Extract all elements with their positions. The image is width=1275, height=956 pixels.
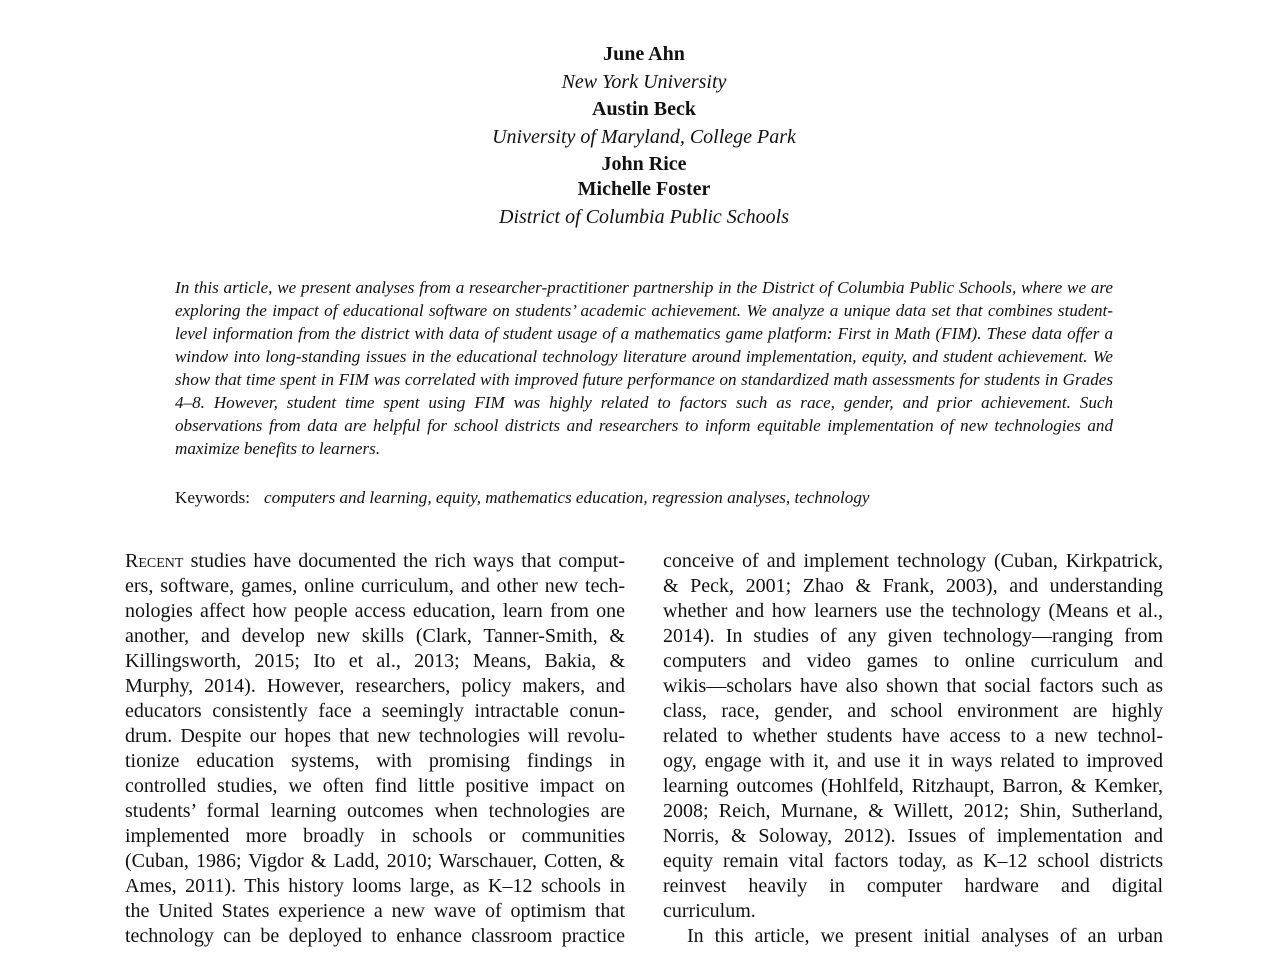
- opening-word: Recent: [125, 550, 184, 572]
- author-name-ahn: June Ahn: [603, 43, 685, 65]
- body-line: nologies affect how people access education, learn from one: [125, 600, 625, 622]
- body-line: conceive of and implement technology (Cuban, Kirkpatrick,: [663, 550, 1163, 572]
- body-column-left: [125, 549, 625, 949]
- affiliation-umd: University of Maryland, College Park: [492, 126, 796, 148]
- keywords-value: computers and learning, equity, mathematics education, regression analyses, technology: [264, 488, 870, 507]
- body-line: Recent studies have documented the rich ways that comput-: [125, 550, 625, 572]
- body-line: 2008; Reich, Murnane, & Willett, 2012; Shin, Sutherland,: [663, 800, 1163, 822]
- body-line: learning outcomes (Hohlfeld, Ritzhaupt, Barron, & Kemker,: [663, 775, 1163, 797]
- body-line: class, race, gender, and school environment are highly: [663, 700, 1163, 722]
- body-line: whether and how learners use the technology (Means et al.,: [663, 600, 1163, 622]
- body-line: another, and develop new skills (Clark, Tanner-Smith, &: [125, 625, 625, 647]
- author-block: [0, 42, 1275, 232]
- body-line: the United States experience a new wave of optimism that: [125, 900, 625, 922]
- body-line: curriculum.: [663, 900, 756, 922]
- body-line: ers, software, games, online curriculum, and other new tech-: [125, 575, 625, 597]
- body-line: Norris, & Soloway, 2012). Issues of implementation and: [663, 825, 1163, 847]
- author-name-foster: Michelle Foster: [577, 178, 711, 200]
- body-line: Murphy, 2014). However, researchers, policy makers, and: [125, 675, 625, 697]
- body-line: related to whether students have access to a new technol-: [663, 725, 1163, 747]
- body-line: reinvest heavily in computer hardware and digital: [663, 875, 1163, 897]
- affiliation-nyu: New York University: [561, 71, 727, 93]
- body-line: tionize education systems, with promising findings in: [125, 750, 625, 772]
- body-line: students’ formal learning outcomes when technologies are: [125, 800, 625, 822]
- affiliation-dcps: District of Columbia Public Schools: [499, 206, 789, 228]
- keywords-line: [175, 486, 1115, 509]
- keywords-label: Keywords:: [175, 488, 251, 507]
- body-line: Ames, 2011). This history looms large, as K–12 schools in: [125, 875, 625, 897]
- body-column-right: [663, 549, 1163, 949]
- body-line: Killingsworth, 2015; Ito et al., 2013; Means, Bakia, &: [125, 650, 625, 672]
- body-line: implemented more broadly in schools or communities: [125, 825, 625, 847]
- body-line: ogy, engage with it, and use it in ways related to improved: [663, 750, 1163, 772]
- body-line: equity remain vital factors today, as K–12 school districts: [663, 850, 1163, 872]
- abstract: In this article, we present analyses from a researcher-practitioner partnership in the District of Columbia Public Schools, where we are exploring the impact of educational software on students’ academic achievement. We analyze a unique data set that combines student-level information from the district with data of student usage of a mathematics game platform: First in Math (FIM). These data offer a window into long-standing issues in the educational technology literature around implementation, equity, and student achievement. We show that time spent in FIM was correlated with improved future performance on standardized math assessments for students in Grades 4–8. However, student time spent using FIM was highly related to factors such as race, gender, and prior achievement. Such observations from data are helpful for school districts and researchers to inform equitable implementation of new technologies and maximize benefits to learners.: [175, 278, 1113, 458]
- body-line: wikis—scholars have also shown that social factors such as: [663, 675, 1163, 697]
- author-name-beck: Austin Beck: [592, 98, 696, 120]
- body-line: drum. Despite our hopes that new technologies will revolu-: [125, 725, 625, 747]
- body-line: educators consistently face a seemingly intractable conun-: [125, 700, 625, 722]
- author-name-rice: John Rice: [601, 153, 687, 175]
- body-line: controlled studies, we often find little positive impact on: [125, 775, 625, 797]
- body-line: computers and video games to online curriculum and: [663, 650, 1163, 672]
- body-line: 2014). In studies of any given technology—ranging from: [663, 625, 1163, 647]
- body-line: In this article, we present initial analyses of an urban: [687, 925, 1163, 947]
- body-line: & Peck, 2001; Zhao & Frank, 2003), and understanding: [663, 575, 1163, 597]
- body-line: (Cuban, 1986; Vigdor & Ladd, 2010; Warschauer, Cotten, &: [125, 850, 625, 872]
- body-line: technology can be deployed to enhance classroom practice: [125, 925, 625, 947]
